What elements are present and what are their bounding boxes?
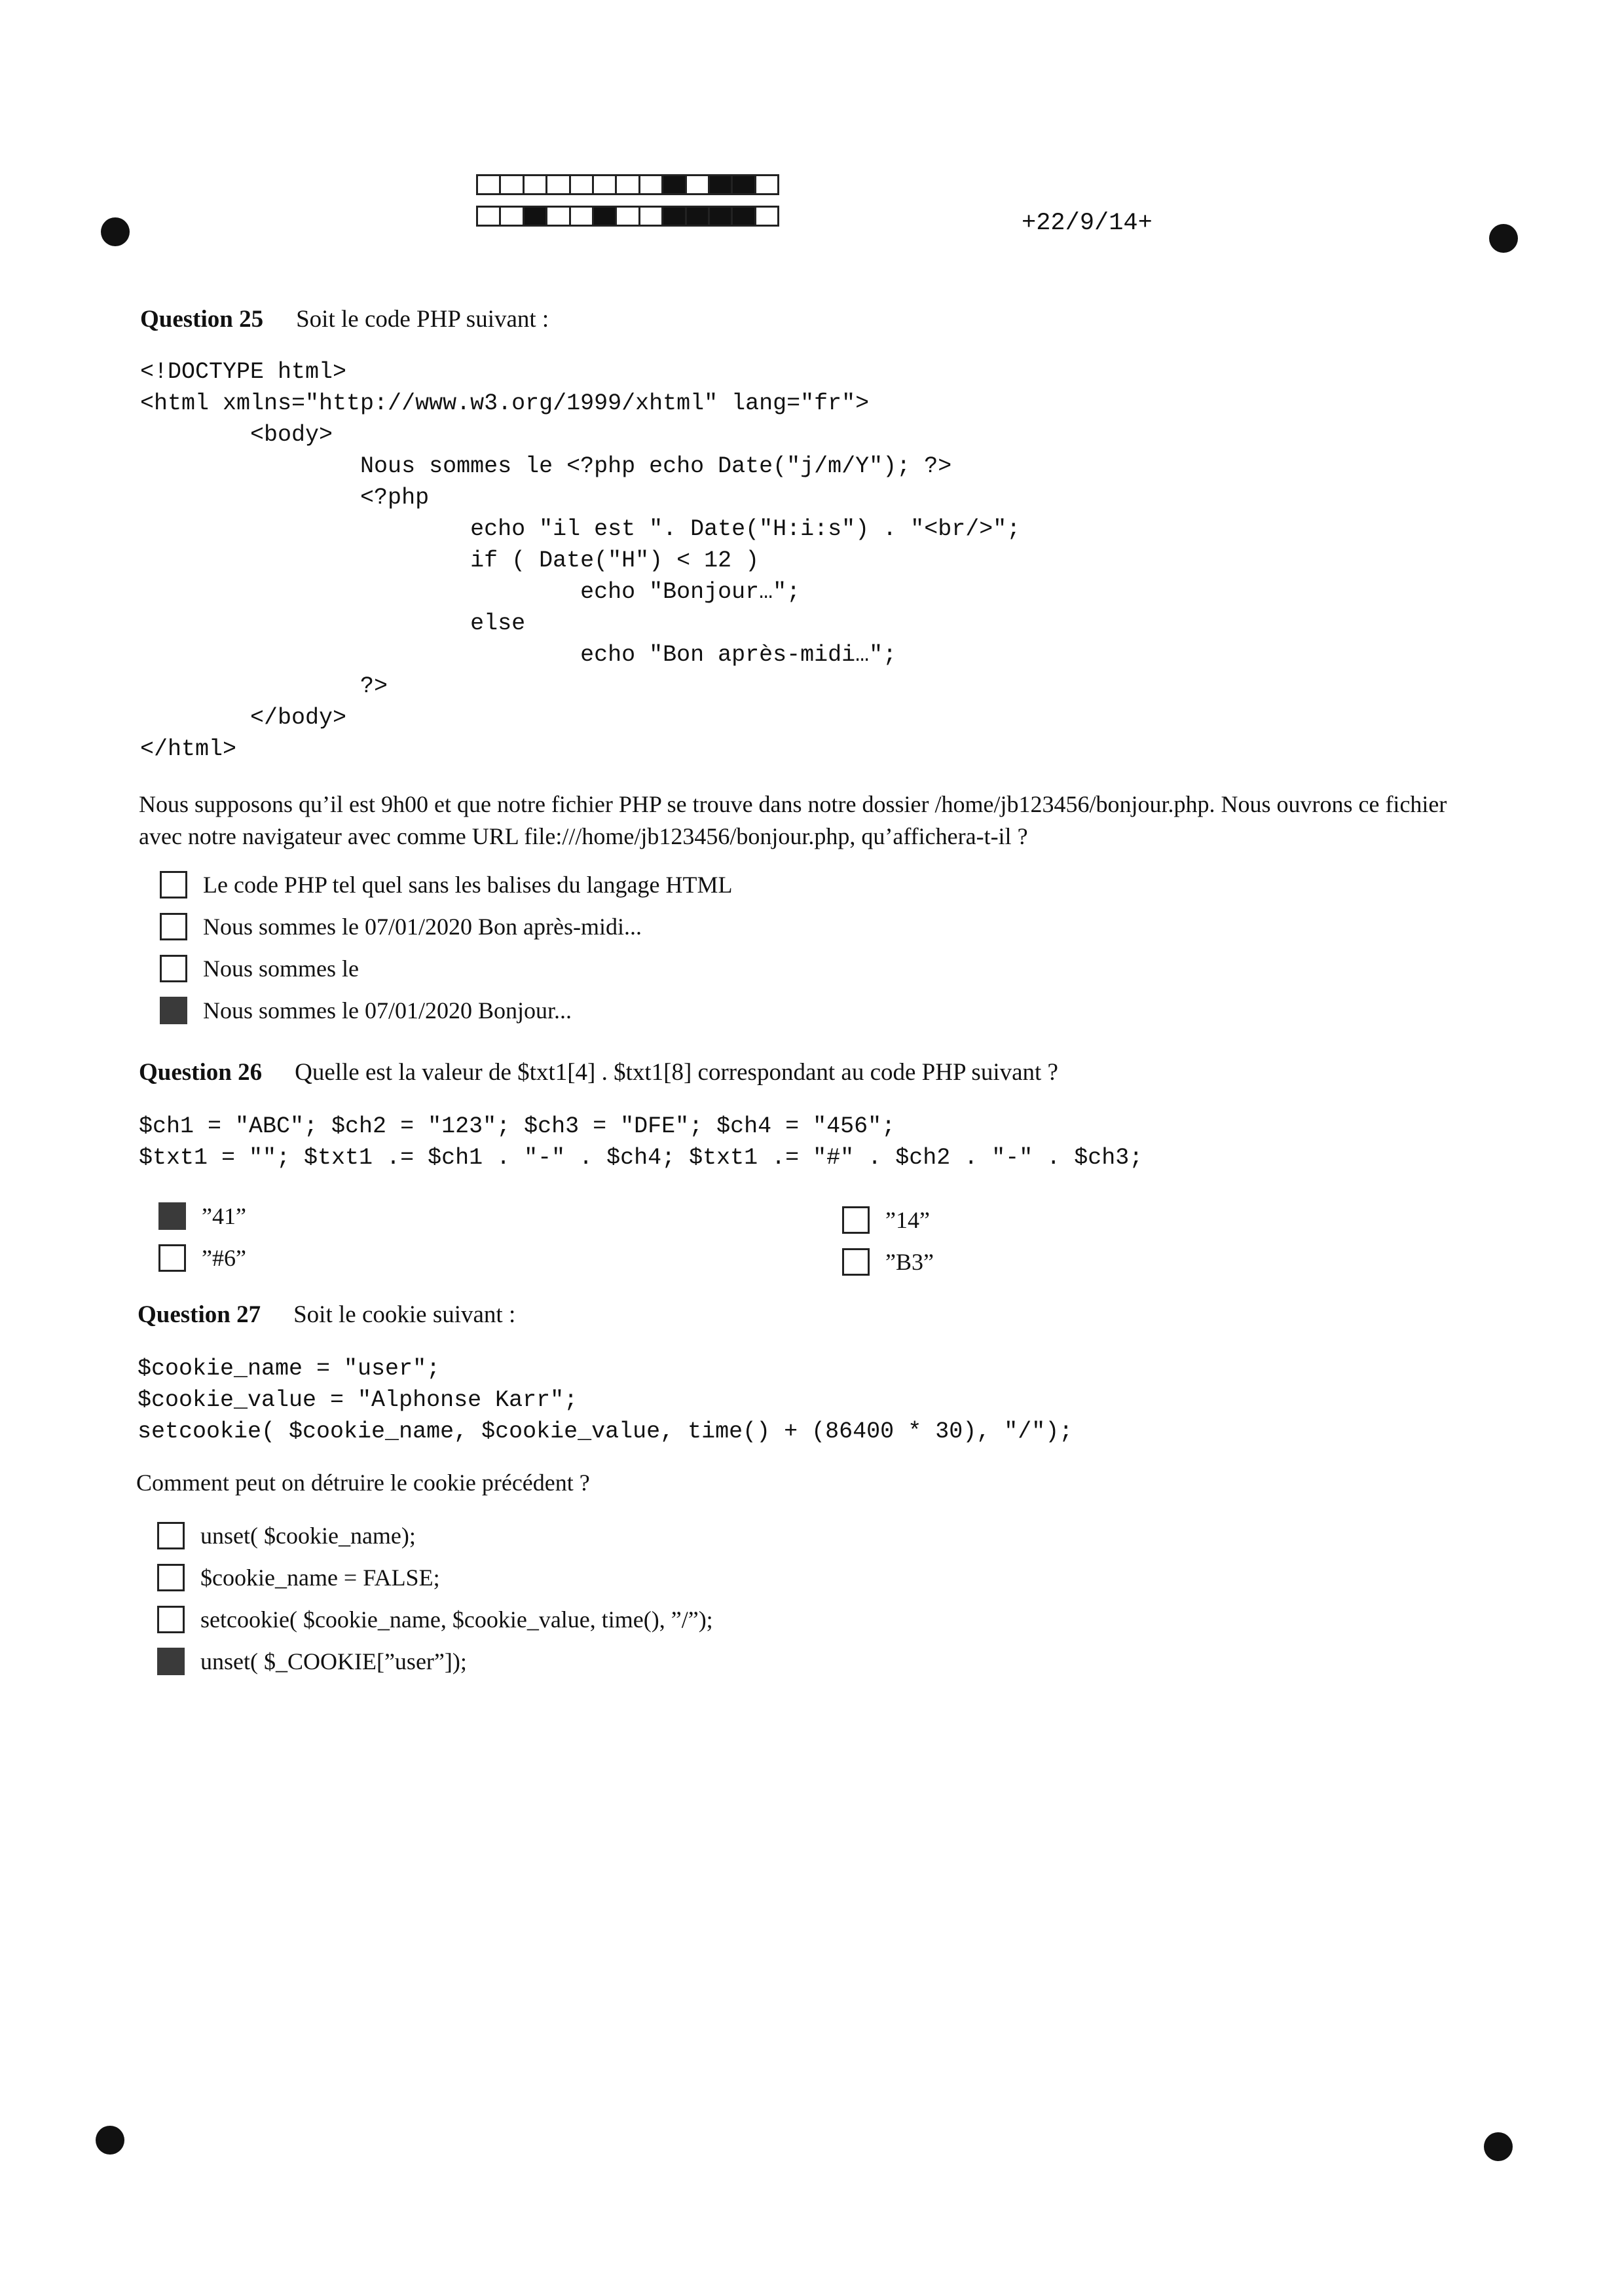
- barcode-cell: [708, 174, 733, 195]
- answer-option[interactable]: [160, 871, 733, 898]
- barcode-cell: [569, 206, 594, 227]
- answer-checkbox[interactable]: [842, 1248, 870, 1276]
- answer-checkbox[interactable]: [158, 1202, 186, 1230]
- answer-option[interactable]: [157, 1564, 440, 1591]
- barcode-cell: [685, 206, 710, 227]
- barcode-cell: [661, 174, 686, 195]
- answer-checkbox[interactable]: [157, 1648, 185, 1675]
- answer-checkbox[interactable]: [157, 1522, 185, 1549]
- question-prompt: Soit le code PHP suivant :: [296, 306, 549, 333]
- question-prompt: Soit le cookie suivant :: [293, 1301, 516, 1328]
- answer-label: Nous sommes le 07/01/2020 Bon après-midi...: [203, 914, 642, 940]
- answer-option[interactable]: [160, 997, 572, 1024]
- barcode-cell: [569, 174, 594, 195]
- barcode-cell: [476, 206, 501, 227]
- question-27-header: [138, 1301, 515, 1329]
- answer-option[interactable]: [842, 1248, 934, 1276]
- question-25-text: Nous supposons qu’il est 9h00 et que notre fichier PHP se trouve dans notre dossier /home/jb123456/bonjour.php. Nous ouvrons ce fichier avec notre navigateur avec comme URL file:///home/jb123456/bonjour.php, qu’affichera-t-il ?: [139, 791, 1447, 849]
- barcode-cell: [754, 174, 779, 195]
- barcode-cell: [731, 206, 756, 227]
- answer-option[interactable]: [842, 1206, 930, 1234]
- barcode-cell: [685, 174, 710, 195]
- answer-label: ”#6”: [202, 1245, 246, 1271]
- answer-checkbox[interactable]: [158, 1244, 186, 1272]
- barcode-cell: [545, 206, 570, 227]
- question-25-code: <!DOCTYPE html> <html xmlns="http://www.w3.org/1999/xhtml" lang="fr"> <body> Nous sommes le <?php echo Date("j/m/Y"); ?> <?php echo "il est ". Date("H:i:s") . "<br/>"; if ( Date("H") < 12 ) echo "Bonjour…"; else echo "Bon après-midi…"; ?> </body> </html>: [140, 359, 1021, 762]
- answer-label: Le code PHP tel quel sans les balises du langage HTML: [203, 872, 733, 898]
- answer-label: ”14”: [885, 1207, 930, 1233]
- barcode-cell: [592, 206, 617, 227]
- answer-label: setcookie( $cookie_name, $cookie_value, time(), ”/”);: [200, 1606, 713, 1633]
- answer-option[interactable]: [160, 913, 642, 940]
- barcode-cell: [523, 174, 547, 195]
- answer-checkbox[interactable]: [842, 1206, 870, 1234]
- barcode-cell: [545, 174, 570, 195]
- barcode-cell: [708, 206, 733, 227]
- answer-option[interactable]: [157, 1606, 713, 1633]
- registration-mark-bottom-right: [1484, 2132, 1513, 2161]
- barcode-cell: [615, 174, 640, 195]
- page-identifier: +22/9/14+: [1022, 210, 1153, 237]
- barcode-cell: [754, 206, 779, 227]
- question-number: Question 26: [139, 1059, 263, 1086]
- answer-label: $cookie_name = FALSE;: [200, 1565, 440, 1591]
- barcode-cell: [523, 206, 547, 227]
- question-number: Question 25: [140, 306, 264, 333]
- answer-label: unset( $_COOKIE[”user”]);: [200, 1648, 467, 1675]
- registration-mark-top-right: [1489, 224, 1518, 253]
- question-27-code: $cookie_name = "user"; $cookie_value = "Alphonse Karr"; setcookie( $cookie_name, $cookie_value, time() + (86400 * 30), "/");: [138, 1356, 1073, 1445]
- barcode-cell: [661, 206, 686, 227]
- barcode-cell: [592, 174, 617, 195]
- page-barcode-row-1: [478, 174, 779, 195]
- answer-label: Nous sommes le: [203, 955, 359, 982]
- answer-label: Nous sommes le 07/01/2020 Bonjour...: [203, 997, 572, 1024]
- barcode-cell: [476, 174, 501, 195]
- question-prompt: Quelle est la valeur de $txt1[4] . $txt1[8] correspondant au code PHP suivant ?: [295, 1059, 1058, 1086]
- question-25-header: [140, 305, 549, 333]
- question-26-header: [139, 1058, 1058, 1086]
- registration-mark-bottom-left: [96, 2126, 124, 2155]
- answer-option[interactable]: [157, 1648, 467, 1675]
- registration-mark-top-left: [101, 217, 130, 246]
- answer-checkbox[interactable]: [160, 997, 187, 1024]
- answer-option[interactable]: [160, 955, 359, 982]
- answer-checkbox[interactable]: [160, 955, 187, 982]
- barcode-cell: [638, 174, 663, 195]
- barcode-cell: [615, 206, 640, 227]
- barcode-cell: [499, 206, 524, 227]
- barcode-cell: [638, 206, 663, 227]
- answer-label: ”B3”: [885, 1249, 934, 1275]
- answer-checkbox[interactable]: [157, 1606, 185, 1633]
- answer-option[interactable]: [158, 1244, 246, 1272]
- answer-label: ”41”: [202, 1203, 246, 1229]
- answer-checkbox[interactable]: [160, 871, 187, 898]
- question-number: Question 27: [138, 1301, 261, 1328]
- page-barcode-row-2: [478, 206, 779, 227]
- answer-checkbox[interactable]: [157, 1564, 185, 1591]
- answer-option[interactable]: [157, 1522, 416, 1549]
- barcode-cell: [731, 174, 756, 195]
- answer-label: unset( $cookie_name);: [200, 1523, 416, 1549]
- answer-option[interactable]: [158, 1202, 246, 1230]
- answer-checkbox[interactable]: [160, 913, 187, 940]
- question-27-text: Comment peut on détruire le cookie précédent ?: [136, 1470, 590, 1496]
- barcode-cell: [499, 174, 524, 195]
- question-26-code: $ch1 = "ABC"; $ch2 = "123"; $ch3 = "DFE"; $ch4 = "456"; $txt1 = ""; $txt1 .= $ch1 . "-" . $ch4; $txt1 .= "#" . $ch2 . "-" . $ch3;: [139, 1113, 1143, 1171]
